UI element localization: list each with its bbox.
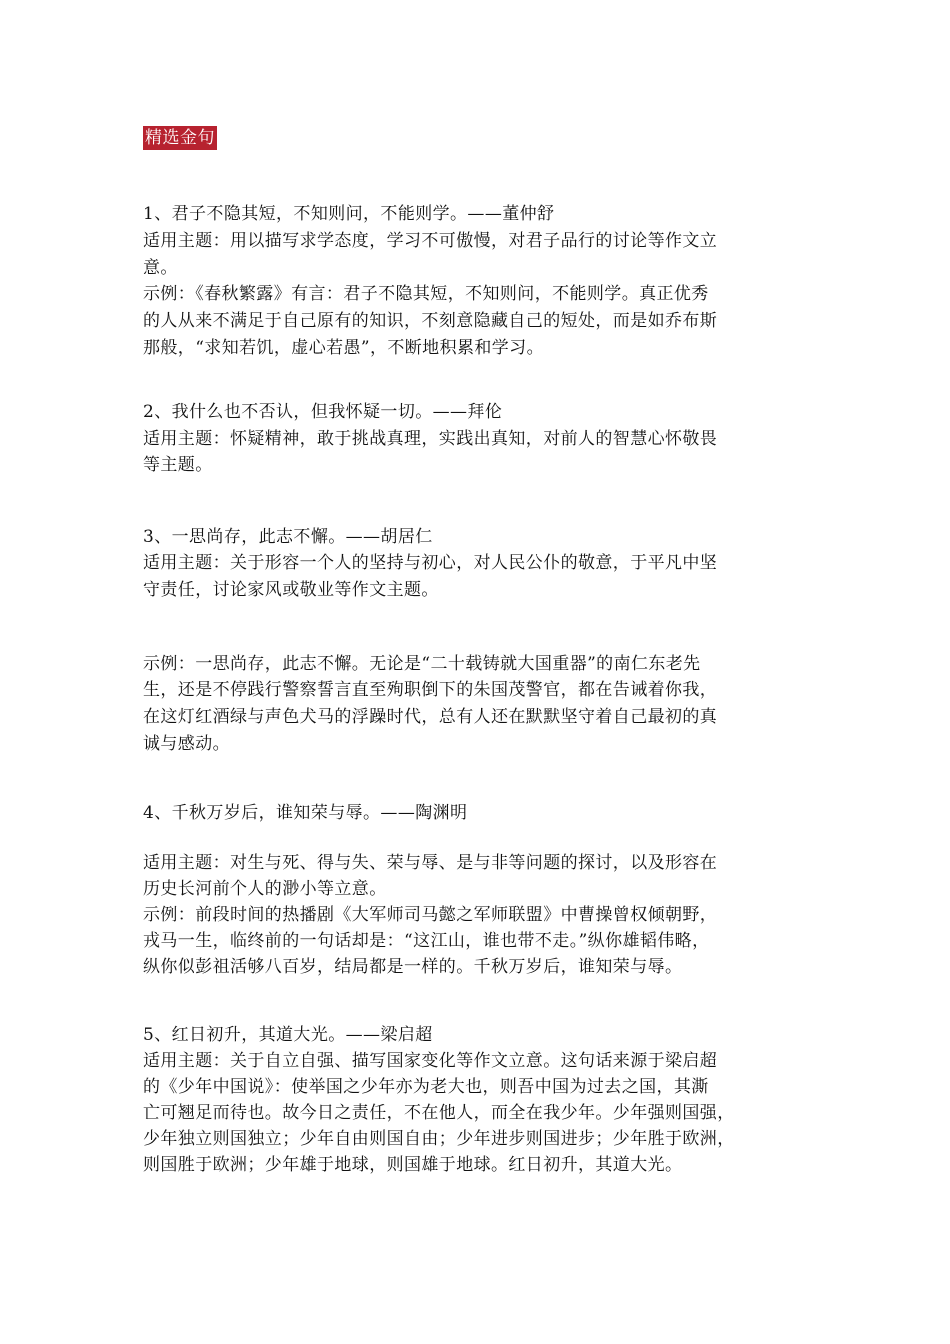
text-line: 示例：一思尚存，此志不懈。无论是“二十载铸就大国重器”的南仁东老先 bbox=[143, 654, 701, 674]
text-line: 的《少年中国说》：使举国之少年亦为老大也，则吾中国为过去之国，其澌 bbox=[143, 1077, 709, 1097]
text-line: 亡可翘足而待也。故今日之责任，不在他人，而全在我少年。少年强则国强， bbox=[143, 1103, 735, 1123]
text-line: 适用主题：用以描写求学态度，学习不可傲慢，对君子品行的讨论等作文立 bbox=[143, 231, 718, 251]
quote-heading: 2、我什么也不否认，但我怀疑一切。——拜伦 bbox=[143, 402, 503, 422]
quote-heading: 4、千秋万岁后，谁知荣与辱。——陶渊明 bbox=[143, 803, 468, 823]
text-line: 示例：《春秋繁露》有言：君子不隐其短，不知则问，不能则学。真正优秀 bbox=[143, 284, 709, 304]
section-title-badge: 精选金句 bbox=[145, 128, 215, 148]
text-line: 历史长河前个人的渺小等立意。 bbox=[143, 879, 387, 899]
text-line: 适用主题：关于形容一个人的坚持与初心，对人民公仆的敬意，于平凡中坚 bbox=[143, 553, 718, 573]
text-line: 则国胜于欧洲；少年雄于地球，则国雄于地球。红日初升，其道大光。 bbox=[143, 1155, 683, 1175]
text-line: 适用主题：怀疑精神，敢于挑战真理，实践出真知，对前人的智慧心怀敬畏 bbox=[143, 429, 718, 449]
text-line: 适用主题：关于自立自强、描写国家变化等作文立意。这句话来源于梁启超 bbox=[143, 1051, 718, 1071]
text-line: 的人从来不满足于自己原有的知识，不刻意隐藏自己的短处，而是如乔布斯 bbox=[143, 311, 718, 331]
text-line: 戎马一生，临终前的一句话却是：“这江山，谁也带不走。”纵你雄韬伟略， bbox=[143, 931, 710, 951]
text-line: 示例：前段时间的热播剧《大军师司马懿之军师联盟》中曹操曾权倾朝野， bbox=[143, 905, 718, 925]
quote-heading: 3、一思尚存，此志不懈。——胡居仁 bbox=[143, 527, 433, 547]
text-line: 纵你似彭祖活够八百岁，结局都是一样的。千秋万岁后，谁知荣与辱。 bbox=[143, 957, 683, 977]
text-line: 那般，“求知若饥，虚心若愚”，不断地积累和学习。 bbox=[143, 338, 544, 358]
quote-heading: 5、红日初升，其道大光。——梁启超 bbox=[143, 1025, 433, 1045]
text-line: 诚与感动。 bbox=[143, 734, 230, 754]
text-line: 守责任，讨论家风或敬业等作文主题。 bbox=[143, 580, 439, 600]
text-line: 在这灯红酒绿与声色犬马的浮躁时代，总有人还在默默坚守着自己最初的真 bbox=[143, 707, 718, 727]
quote-heading: 1、君子不隐其短，不知则问，不能则学。——董仲舒 bbox=[143, 204, 555, 224]
text-line: 适用主题：对生与死、得与失、荣与辱、是与非等问题的探讨，以及形容在 bbox=[143, 853, 718, 873]
text-line: 生，还是不停践行警察誓言直至殉职倒下的朱国茂警官，都在告诫着你我， bbox=[143, 680, 718, 700]
text-line: 少年独立则国独立；少年自由则国自由；少年进步则国进步；少年胜于欧洲， bbox=[143, 1129, 735, 1149]
text-line: 等主题。 bbox=[143, 455, 213, 475]
text-line: 意。 bbox=[143, 258, 178, 278]
